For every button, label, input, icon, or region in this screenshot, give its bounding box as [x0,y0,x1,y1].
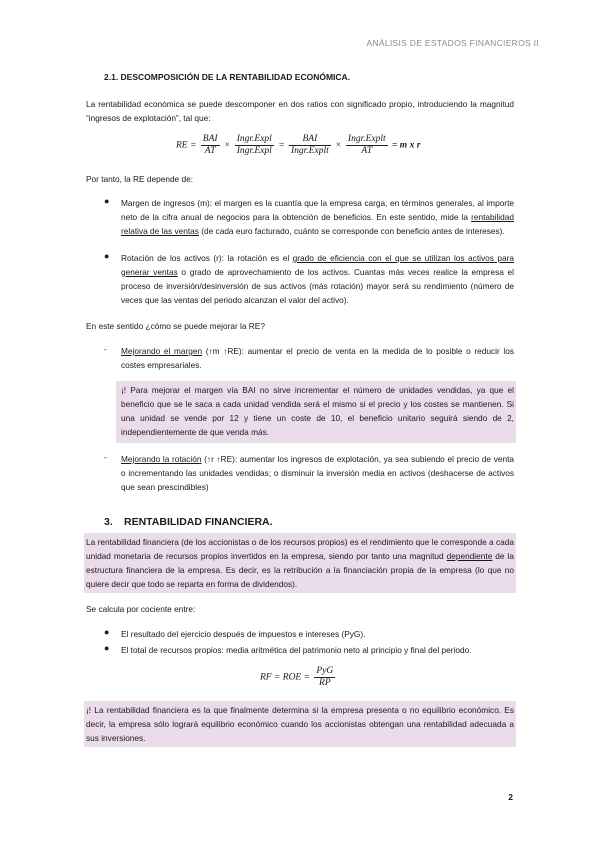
calc-bullet-rp: El total de recursos propios: media aritmética del patrimonio neto al principio y final del periodo. [121,645,472,655]
numerator: Ingr.Explt [347,134,386,144]
bullet-margin-tail: (de cada euro facturado, cuánto se corresponde con beneficio antes de intereses). [198,226,505,236]
rf-definition [86,535,514,591]
intro-paragraph: La rentabilidad económica se puede descomponer en dos ratios con significado propio, introduciendo la magnitud “ingresos de explotación”, tal que: [86,99,514,123]
numerator: Ingr.Expl [236,134,272,144]
bullet-dot: ● [104,196,110,206]
denominator: Ingr.Expl [236,146,272,156]
question-paragraph: En este sentido ¿cómo se puede mejorar la RE? [86,321,265,331]
denominator: RP [319,678,331,688]
section-3-title: RENTABILIDAD FINANCIERA. [124,516,273,528]
fraction-ingr-ingr [235,134,274,157]
section-3-number: 3. [104,516,113,528]
dash-marker: - [104,452,107,462]
dash-margin-tail: (↑m ↑RE): aumentar el precio de venta en la medida de lo posible o reducir los costes empresariales. [121,346,514,370]
numerator: BAI [202,134,218,144]
times-sign: × [335,140,342,151]
fraction-bai-ingr [289,134,331,157]
bullet-margin-text: Margen de ingresos (m): el margen es la cuantía que la empresa carga, en términos generales, al importe neto de la cifra anual de negocios para la obtención de beneficios. En este sentido, mide la [121,198,514,222]
rf-definition-underlined: dependiente [446,551,493,561]
formula-rf [260,666,337,689]
bullet-rotation-underlined: grado de eficiencia con el que se utilizan los activos para generar ventas [121,253,514,277]
bullet-margin-underlined: rentabilidad relativa de las ventas [121,212,514,236]
fraction-bai-at [201,134,220,157]
calc-bullet-pyg: El resultado del ejercicio después de impuestos e intereses (PyG). [121,629,366,639]
numerator: PyG [316,666,334,676]
section-2-1-title: 2.1. DESCOMPOSICIÓN DE LA RENTABILIDAD ECONÓMICA. [104,72,351,82]
note-rf: ¡! La rentabilidad financiera es la que finalmente determina si la empresa presenta o no equilibrio económico. Es decir, la empresa sólo logrará equilibrio económico cuando los accionistas obtengan una rentabilidad adecuada a sus inversiones. [86,705,514,743]
dash-rotation [121,452,514,494]
formula-rf-lhs: RF = ROE = [260,672,311,683]
running-header: ANÁLISIS DE ESTADOS FINANCIEROS II [366,38,539,48]
fraction-pyg-rp [314,666,335,689]
bullet-rotation-tail: o grado de aprovechamiento de los activos. Cuantas más veces realice la empresa el proceso de inversión/desinversión de sus activos (más rotación) mayor será su rendimiento (número de veces que las ventas del periodo alcanzan el valor del activo). [121,267,514,305]
formula-re-lhs: RE = [176,140,197,151]
dash-margin [121,344,514,372]
dash-rotation-tail: (↑r ↑RE): aumentar los ingresos de explotación, ya sea subiendo el precio de venta o incrementando las unidades vendidas; o disminuir la inversión media en activos (deshacerse de activos que sean prescindibles) [121,454,514,492]
times-sign: × [223,140,231,151]
dash-margin-underlined: Mejorando el margen [121,346,203,356]
numerator: BAI [289,134,331,146]
depends-paragraph: Por tanto, la RE depende de: [86,174,194,184]
rf-definition-tail: de la estructura financiera de la empresa. Es decir, es la retribución a la financiación propia de la empresa (lo que no quiere decir que todo se reparta en forma de dividendos). [86,551,514,589]
note-margin: ¡! Para mejorar el margen vía BAI no sirve incrementar el número de unidades vendidas, ya que el beneficio que se le saca a cada unidad vendida será el mismo si el precio y los costes se mantienen. Si una unidad se vende por 12 y tiene un coste de 10, el beneficio unitario seguirá siendo de 2, independientemente de que venda más. [121,385,514,437]
formula-re-rhs: = m x r [392,140,421,151]
formula-re [176,134,420,157]
bullet-dot: ● [104,627,110,637]
bullet-rotation-text: Rotación de los activos (r): la rotación es el [121,253,293,263]
fraction-ingr-at [346,134,388,157]
bullet-dot: ● [104,643,110,653]
dash-marker: - [104,344,107,354]
bullet-dot: ● [104,251,110,261]
denominator: AT [361,146,373,156]
denominator: AT [204,146,216,156]
bullet-rotation [121,251,514,307]
page-number: 2 [508,792,513,802]
section-3-heading [104,516,273,528]
denominator: Ingr.Explt [291,146,329,156]
rf-definition-text: La rentabilidad financiera (de los accionistas o de los recursos propios) es el rendimiento que le corresponde a cada unidad monetaria de recursos propios invertidos en la empresa, siendo por tanto una magnitud [86,537,514,561]
bullet-margin [121,196,514,238]
equals-sign: = [278,140,285,151]
dash-rotation-underlined: Mejorando la rotación [121,454,202,464]
calc-paragraph: Se calcula por cociente entre: [86,604,196,614]
